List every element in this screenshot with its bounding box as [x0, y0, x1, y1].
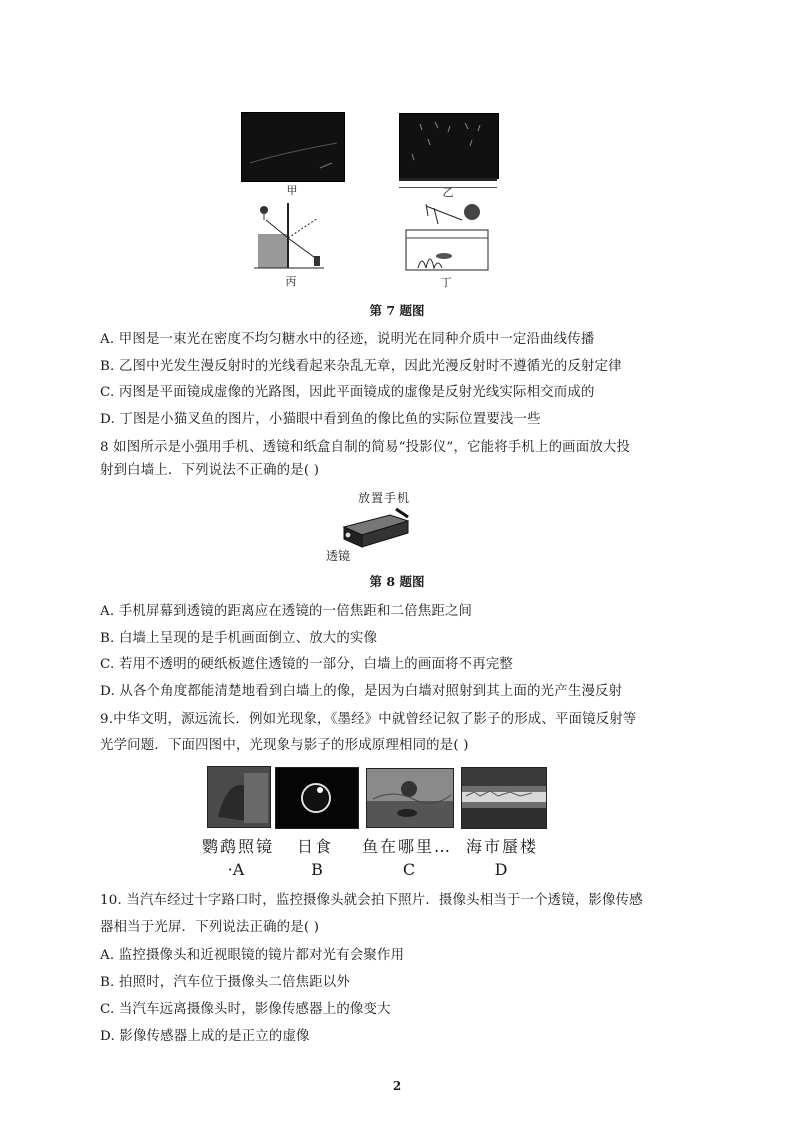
q9-picture-b-label: 日食 [296, 837, 333, 856]
q7-figure-ding [404, 200, 490, 272]
curved-light-path-illustration [242, 113, 344, 181]
q7-label-bing: 丙 [285, 275, 297, 288]
q7-figure-yi [399, 113, 499, 179]
q9-picture-a-letter: ·A [227, 860, 245, 879]
q9-picture-a-label: 鹦鹉照镜 [201, 837, 274, 856]
q7-caption: 第 7 题图 [369, 303, 425, 318]
q9-picture-c [366, 768, 454, 828]
q7-figure-bing [252, 198, 327, 270]
q7-label-jia: 甲 [286, 184, 298, 197]
q7-option-d: D. 丁图是小猫叉鱼的图片，小猫眼中看到鱼的像比鱼的实际位置要浅一些 [100, 412, 541, 427]
q8-stem-line1: 8 如图所示是小强用手机、透镜和纸盒自制的简易“投影仪”，它能将手机上的画面放大投 [100, 440, 631, 455]
solar-eclipse-photo [276, 768, 358, 828]
q7-option-b: B. 乙图中光发生漫反射时的光线看起来杂乱无章，因此光漫反射时不遵循光的反射定律 [100, 359, 622, 374]
q8-option-c: C. 若用不透明的硬纸板遮住透镜的一部分，白墙上的画面将不再完整 [100, 657, 514, 672]
q8-projector-figure [338, 505, 418, 549]
projector-box-illustration [338, 505, 418, 549]
q8-option-d: D. 从各个角度都能清楚地看到白墙上的像，是因为白墙对照射到其上面的光产生漫反射 [100, 684, 623, 699]
q8-label-phone: 放置手机 [358, 491, 411, 505]
q9-picture-d-letter: D [494, 860, 508, 879]
q10-option-a: A. 监控摄像头和近视眼镜的镜片都对光有会聚作用 [100, 948, 405, 963]
page-number: 2 [392, 1079, 402, 1093]
q9-picture-a [207, 766, 271, 828]
cat-spearing-fish-illustration [404, 200, 490, 272]
q9-stem-line1: 9.中华文明，源远流长．例如光现象，《墨经》中就曾经记叙了影子的形成、平面镜反射等 [100, 712, 637, 727]
fish-in-water-photo [367, 769, 453, 827]
mirage-photo [462, 768, 546, 828]
q9-picture-b [275, 767, 359, 829]
q7-figure-jia [241, 112, 345, 182]
diffuse-reflection-illustration [400, 114, 498, 178]
parrot-mirror-photo [208, 767, 270, 827]
q9-picture-d-label: 海市蜃楼 [465, 837, 538, 856]
q7-option-a: A. 甲图是一束光在密度不均匀糖水中的径迹，说明光在同种介质中一定沿曲线传播 [100, 332, 595, 347]
q7-option-c: C. 丙图是平面镜成虚像的光路图，因此平面镜成的虚像是反射光线实际相交而成的 [100, 385, 595, 400]
q8-option-b: B. 白墙上呈现的是手机画面倒立、放大的实像 [100, 631, 378, 646]
q10-stem-line2: 器相当于光屏．下列说法正确的是( ) [100, 920, 320, 935]
q10-stem-line1: 10. 当汽车经过十字路口时，监控摄像头就会拍下照片．摄像头相当于一个透镜，影像传感 [100, 893, 643, 908]
q8-label-lens: 透镜 [326, 549, 351, 563]
q9-picture-d [461, 767, 547, 829]
q7-label-ding: 丁 [440, 276, 452, 289]
q10-option-d: D. 影像传感器上成的是正立的虚像 [100, 1029, 310, 1044]
q10-option-c: C. 当汽车远离摄像头时，影像传感器上的像变大 [100, 1002, 391, 1017]
plane-mirror-ray-diagram [252, 198, 327, 270]
q9-picture-c-label: 鱼在哪里… [361, 837, 452, 856]
q9-picture-b-letter: B [311, 860, 323, 879]
q8-caption: 第 8 题图 [369, 574, 425, 589]
q8-stem-line2: 射到白墙上．下列说法不正确的是( ) [100, 463, 320, 478]
q9-picture-c-letter: C [402, 860, 416, 879]
q9-stem-line2: 光学问题．下面四图中，光现象与影子的形成原理相同的是( ) [100, 738, 469, 753]
q7-label-yi: 乙 [442, 186, 454, 199]
q10-option-b: B. 拍照时，汽车位于摄像头二倍焦距以外 [100, 975, 350, 990]
q8-option-a: A. 手机屏幕到透镜的距离应在透镜的一倍焦距和二倍焦距之间 [100, 604, 473, 619]
